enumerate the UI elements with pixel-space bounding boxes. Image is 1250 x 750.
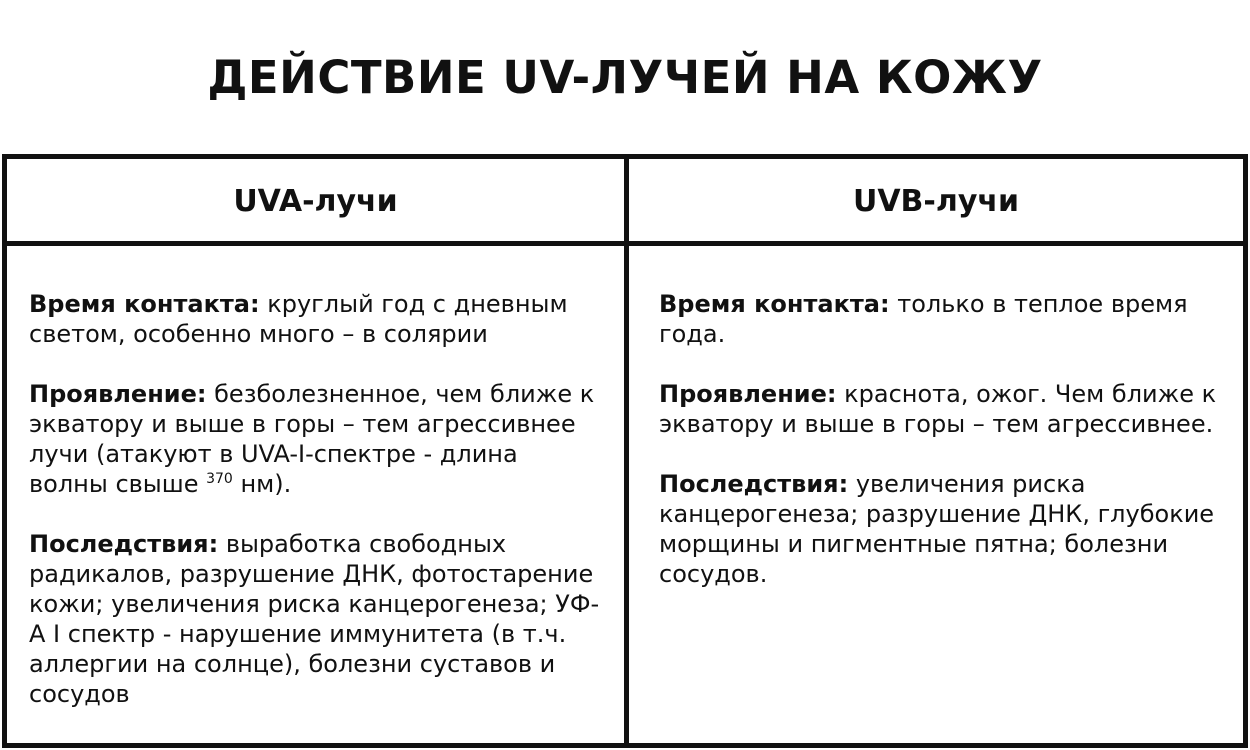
column-header-uva: UVA-лучи [233,184,398,219]
uva-manifestation [29,379,604,499]
uvb-consequences-text: увеличения риска канцерогенеза; разрушение ДНК, глубокие морщины и пигментные пятна; болезни сосудов. [659,470,1215,588]
header-divider [7,241,1243,246]
uva-contact-label: Время контакта: [29,290,260,318]
cell-uva [29,289,604,739]
uva-contact-text: круглый год с дневным светом, особенно много – в солярии [29,290,568,348]
uva-wavelength-unit: нм). [240,470,292,498]
uvb-contact-label: Время контакта: [659,290,890,318]
uva-manifestation-text: безболезненное, чем ближе к экватору и выше в горы – тем агрессивнее лучи (атакуют в UVA-I-спектре - длина волны свыше [29,380,595,498]
uva-consequences-label: Последствия: [29,530,219,558]
uva-wavelength-value: 370 [206,471,233,487]
uvb-consequences [659,469,1239,589]
uva-contact [29,289,604,349]
uva-manifestation-label: Проявление: [29,380,207,408]
page-title: ДЕЙСТВИЕ UV-ЛУЧЕЙ НА КОЖУ [207,51,1043,104]
cell-uvb [659,289,1239,619]
column-header-uvb: UVB-лучи [852,184,1020,219]
uvb-consequences-label: Последствия: [659,470,849,498]
uva-consequences-text: выработка свободных радикалов, разрушение ДНК, фотостарение кожи; увеличения риска канцерогенеза; УФ-А I спектр - нарушение иммунитета (в т.ч. аллергии на солнце), болезни суставов и сосудов [29,530,600,708]
uvb-manifestation-label: Проявление: [659,380,837,408]
uva-consequences [29,529,604,709]
comparison-table [2,154,1248,748]
uvb-contact [659,289,1239,349]
uvb-manifestation [659,379,1239,439]
uvb-contact-text: только в теплое время года. [659,290,1188,348]
column-divider [624,159,629,743]
uvb-manifestation-text: краснота, ожог. Чем ближе к экватору и выше в горы – тем агрессивнее. [659,380,1217,438]
